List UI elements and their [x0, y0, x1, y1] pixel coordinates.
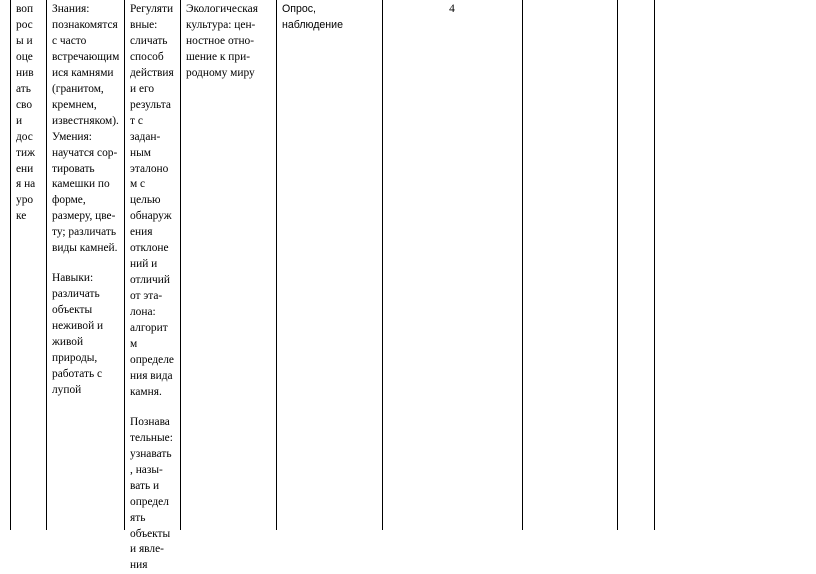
cell-line: дос [16, 130, 33, 143]
cell-line: эталоно [130, 162, 169, 175]
cell-line: с часто [52, 34, 87, 47]
cell-line: виды камней. [52, 242, 118, 255]
cell-line: м с [130, 178, 146, 191]
cell-line: ять [130, 511, 146, 524]
cell-line: отклоне [130, 242, 169, 255]
table-border-right [654, 0, 655, 530]
cell-line: ы и [16, 34, 33, 47]
cell-line: ний и [130, 258, 158, 271]
cell-line: наблюдение [282, 18, 343, 31]
cell-line: культура: цен- [186, 18, 256, 31]
cell-line: и явле- [130, 543, 164, 556]
cell-line: воп [16, 3, 34, 15]
cell-line: неживой и [52, 320, 104, 333]
cell-line: м [130, 338, 138, 351]
table-border-left [10, 0, 11, 530]
cell-line: тиж [16, 146, 35, 159]
cell-line: познакомятся [52, 18, 118, 31]
cell-line: (гранитом, [52, 82, 104, 95]
cell-line: способ [130, 50, 164, 63]
cell-line: рос [16, 18, 33, 31]
cell-line: ке [16, 210, 27, 223]
cell-subject-results [52, 2, 122, 399]
cell-line: сличать [130, 34, 168, 47]
cell-line: отличий [130, 274, 170, 287]
cell-line: тельные: [130, 431, 173, 444]
cell-line: оце [16, 50, 33, 63]
cell-line: ностное отно- [186, 34, 255, 47]
cell-line: кремнем, [52, 98, 97, 111]
cell-line: алгорит [130, 322, 168, 335]
cell-line: шение к при- [186, 50, 250, 63]
cell-line: т с [130, 114, 143, 127]
cell-line: результа [130, 98, 171, 111]
cell-line: тировать [52, 162, 95, 175]
cell-hours [382, 2, 522, 18]
column-divider [124, 0, 125, 530]
column-divider [276, 0, 277, 530]
cell-line: и [16, 114, 23, 127]
cell-line: от эта- [130, 290, 163, 303]
cell-line: встречающим [52, 50, 120, 63]
column-divider [46, 0, 47, 530]
cell-line: ния вида [130, 369, 173, 382]
cell-line: объекты [52, 304, 93, 317]
cell-line: известняком). [52, 114, 119, 127]
cell-line: определ [130, 495, 169, 508]
column-divider [522, 0, 523, 530]
cell-line: Навыки: [52, 272, 94, 285]
cell-line: узнавать [130, 447, 172, 460]
cell-line: лона: [130, 306, 156, 319]
column-divider [617, 0, 618, 530]
cell-line: сво [16, 98, 33, 111]
cell-line: работать с [52, 367, 103, 380]
cell-line: ту; различать [52, 226, 117, 239]
cell-line: Знания: [52, 3, 90, 15]
cell-assessment [16, 2, 44, 225]
cell-line: действия [130, 66, 174, 79]
cell-line: живой [52, 336, 84, 349]
cell-line: нив [16, 66, 34, 79]
cell-line: ения [130, 226, 153, 239]
cell-line: лупой [52, 383, 82, 396]
cell-line: Экологическая [186, 3, 258, 15]
cell-line: Регуляти [130, 3, 174, 15]
cell-control-form [282, 2, 380, 34]
cell-line: размеру, цве- [52, 210, 116, 223]
cell-line: Опрос, [282, 3, 317, 15]
cell-line: целью [130, 194, 161, 207]
cell-line: ния [130, 559, 148, 572]
column-divider [180, 0, 181, 530]
column-divider [382, 0, 383, 530]
cell-line: и его [130, 82, 155, 95]
cell-line: я на [16, 178, 36, 191]
cell-meta-results [130, 2, 178, 574]
cell-personal-results [186, 2, 274, 82]
cell-value: 4 [449, 3, 455, 15]
cell-line: задан- [130, 130, 161, 143]
cell-line: обнаруж [130, 210, 172, 223]
cell-line: различать [52, 288, 100, 301]
cell-line: научатся сор- [52, 146, 118, 159]
cell-line: определе [130, 353, 174, 366]
cell-line: природы, [52, 352, 98, 365]
cell-line: , назы- [130, 463, 163, 476]
cell-line: родному миру [186, 66, 255, 79]
cell-line: вные: [130, 18, 158, 31]
cell-line: камня. [130, 385, 162, 398]
cell-line: Познава [130, 415, 170, 428]
cell-line: объекты [130, 527, 171, 540]
cell-line: ным [130, 146, 151, 159]
cell-line: камешки по [52, 178, 110, 191]
cell-line: вать и [130, 479, 160, 492]
cell-line: форме, [52, 194, 86, 207]
cell-line: ися камнями [52, 66, 114, 79]
cell-line: уро [16, 194, 34, 207]
cell-line: ать [16, 82, 31, 95]
cell-line: Умения: [52, 130, 92, 143]
cell-line: ени [16, 162, 34, 175]
